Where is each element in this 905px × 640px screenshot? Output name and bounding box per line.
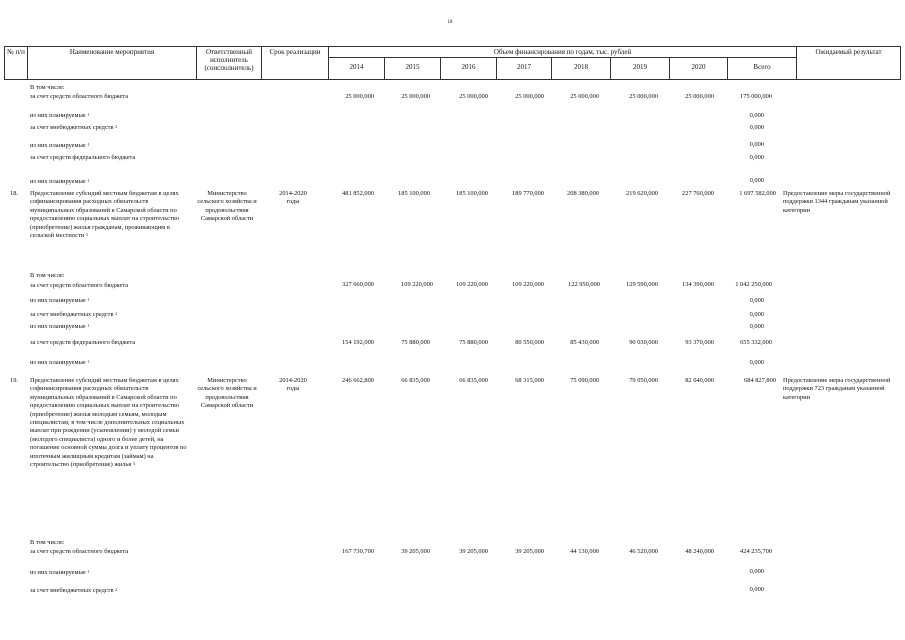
- row19-regional-2015: 39 205,000: [401, 548, 430, 555]
- b0-planned1-total: 0,000: [749, 112, 764, 119]
- regional-label: за счет средств областного бюджета: [30, 282, 129, 289]
- row19-regional-2017: 39 205,000: [515, 548, 544, 555]
- b0-regional-2019: 25 000,000: [629, 93, 658, 100]
- header-year-2016: 2016: [461, 63, 476, 71]
- row18-federal-2017: 80 550,000: [515, 339, 544, 346]
- header-name: Наименование мероприятия: [69, 48, 155, 56]
- row19-regional-total: 424 235,700: [740, 548, 772, 555]
- header-funding: Объем финансирования по годам, тыс. рублей: [493, 48, 632, 56]
- row18-federal-2014: 154 192,000: [342, 339, 374, 346]
- planned-label: из них планируемые $^1$: [30, 359, 90, 366]
- b0-regional-2020: 25 000,000: [685, 93, 714, 100]
- offbudget-label: за счет внебюджетных средств $^2$: [30, 311, 118, 318]
- row19-2019: 79 050,000: [629, 377, 658, 384]
- row19-number: 19.: [10, 377, 18, 384]
- row18-federal-2016: 75 880,000: [459, 339, 488, 346]
- planned-label: из них планируемые $^1$: [30, 178, 90, 185]
- row19-2015: 66 835,000: [401, 377, 430, 384]
- row19-planned1-total: 0,000: [749, 568, 764, 575]
- row19-2014: 246 662,800: [342, 377, 374, 384]
- row19-regional-2019: 46 520,000: [629, 548, 658, 555]
- row18-federal-2018: 85 430,000: [570, 339, 599, 346]
- row19-name: Предоставление субсидий местным бюджетам в целях софинансирования расходных обязательств муниципальных образований в Самарской области по предоставлению социальных выплат на строительство (приобретение) жилья молодым семьям, молодым специалистам, в том числе дополнительных социальных выплат при рождении (усыновлении) у молодой семьи (молодого специалиста) одного и более детей, на погашение основной суммы долга и уплату процентов по ипотечным жилищным кредитам (займам) на строительство (приобретение) жилья $^3$: [30, 377, 187, 469]
- row19-2017: 68 315,000: [515, 377, 544, 384]
- row18-federal-2015: 75 880,000: [401, 339, 430, 346]
- row19-regional-2014: 167 730,700: [342, 548, 374, 555]
- including-label: В том числе:: [30, 272, 65, 279]
- row19-result: Предоставление меры государственной поддержки 723 гражданам указанной категории: [783, 377, 891, 401]
- row18-planned3-total: 0,000: [749, 359, 764, 366]
- row18-federal-total: 655 332,000: [740, 339, 772, 346]
- regional-label: за счет средств областного бюджета: [30, 548, 129, 555]
- row19-regional-2020: 48 240,000: [685, 548, 714, 555]
- b0-federal-total: 0,000: [749, 154, 764, 161]
- row18-federal-2019: 90 030,000: [629, 339, 658, 346]
- row19-regional-2016: 39 205,000: [459, 548, 488, 555]
- b0-planned2-total: 0,000: [749, 141, 764, 148]
- row19-offbudget-total: 0,000: [749, 586, 764, 593]
- b0-regional-2014: 25 000,000: [345, 93, 374, 100]
- row18-regional-total: 1 042 250,000: [735, 281, 772, 288]
- row18-planned2-total: 0,000: [749, 323, 764, 330]
- row19-total: 684 827,800: [744, 377, 776, 384]
- including-label: В том числе:: [30, 539, 65, 546]
- header-year-2017: 2017: [517, 63, 531, 71]
- b0-regional-total: 175 000,000: [740, 93, 772, 100]
- row18-regional-2017: 109 220,000: [512, 281, 544, 288]
- header-year-2020: 2020: [691, 63, 706, 71]
- row18-2016: 185 100,000: [456, 190, 488, 197]
- b0-regional-2015: 25 000,000: [401, 93, 430, 100]
- row18-regional-2019: 129 590,000: [626, 281, 658, 288]
- header-term: Срок реализации: [269, 48, 321, 56]
- row18-2017: 189 770,000: [512, 190, 544, 197]
- federal-label: за счет средств федерального бюджета: [30, 339, 136, 346]
- b0-regional-2018: 25 000,000: [570, 93, 599, 100]
- row18-federal-2020: 93 370,000: [685, 339, 714, 346]
- federal-label: за счет средств федерального бюджета: [30, 154, 136, 161]
- header-total: Всего: [753, 63, 771, 71]
- planned-label: из них планируемые $^1$: [30, 569, 90, 576]
- row18-name: Предоставление субсидий местным бюджетам в целях софинансирования расходных обязательств муниципальных образований в Самарской области по предоставлению социальных выплат на строительство (приобретение) жилья гражданам, проживающим в сельской местности $^3$: [30, 190, 179, 240]
- b0-planned3-total: 0,000: [749, 177, 764, 184]
- row18-2019: 219 620,000: [626, 190, 658, 197]
- offbudget-label: за счет внебюджетных средств $^2$: [30, 587, 118, 594]
- row18-regional-2015: 109 220,000: [401, 281, 433, 288]
- row18-result: Предоставление меры государственной поддержки 1344 гражданам указанной категории: [783, 190, 891, 214]
- row18-offbudget-total: 0,000: [749, 311, 764, 318]
- row18-2020: 227 760,000: [682, 190, 714, 197]
- header-executor: Ответственный исполнитель (соисполнитель): [204, 48, 254, 72]
- header-year-2015: 2015: [405, 63, 420, 71]
- including-label: В том числе:: [30, 84, 65, 91]
- planned-label: из них планируемые $^1$: [30, 142, 90, 149]
- row18-regional-2016: 109 220,000: [456, 281, 488, 288]
- regional-label: за счет средств областного бюджета: [30, 93, 129, 100]
- page-number: 18: [447, 20, 453, 25]
- row18-number: 18.: [10, 190, 18, 197]
- row19-term: 2014-2020 годы: [279, 377, 307, 393]
- header-number: № п/п: [7, 48, 25, 56]
- header-year-2019: 2019: [633, 63, 647, 71]
- row18-regional-2014: 327 660,000: [342, 281, 374, 288]
- planned-label: из них планируемые $^1$: [30, 112, 90, 119]
- row18-2018: 208 380,000: [567, 190, 599, 197]
- b0-regional-2016: 25 000,000: [459, 93, 488, 100]
- row19-2020: 82 040,000: [685, 377, 714, 384]
- header-year-2014: 2014: [349, 63, 364, 71]
- row19-2018: 75 090,000: [570, 377, 599, 384]
- planned-label: из них планируемые $^1$: [30, 323, 90, 330]
- header-year-2018: 2018: [574, 63, 588, 71]
- row18-2014: 481 852,000: [342, 190, 374, 197]
- row18-term: 2014-2020 годы: [279, 190, 307, 206]
- planned-label: из них планируемые $^1$: [30, 297, 90, 304]
- b0-regional-2017: 25 000,000: [515, 93, 544, 100]
- header-result: Ожидаемый результат: [815, 48, 882, 56]
- row18-executor: Министерство сельского хозяйства и продовольствия Самарской области: [197, 190, 257, 223]
- b0-offbudget-total: 0,000: [749, 124, 764, 131]
- row18-regional-2020: 134 390,000: [682, 281, 714, 288]
- row19-regional-2018: 44 130,000: [570, 548, 599, 555]
- row18-total: 1 697 582,000: [739, 190, 776, 197]
- row19-executor: Министерство сельского хозяйства и продовольствия Самарской области: [197, 377, 257, 410]
- table-header: [4, 46, 901, 80]
- row18-regional-2018: 122 950,000: [568, 281, 600, 288]
- row18-planned1-total: 0,000: [749, 297, 764, 304]
- row19-2016: 66 835,000: [459, 377, 488, 384]
- offbudget-label: за счет внебюджетных средств $^2$: [30, 124, 118, 131]
- row18-2015: 185 100,000: [398, 190, 430, 197]
